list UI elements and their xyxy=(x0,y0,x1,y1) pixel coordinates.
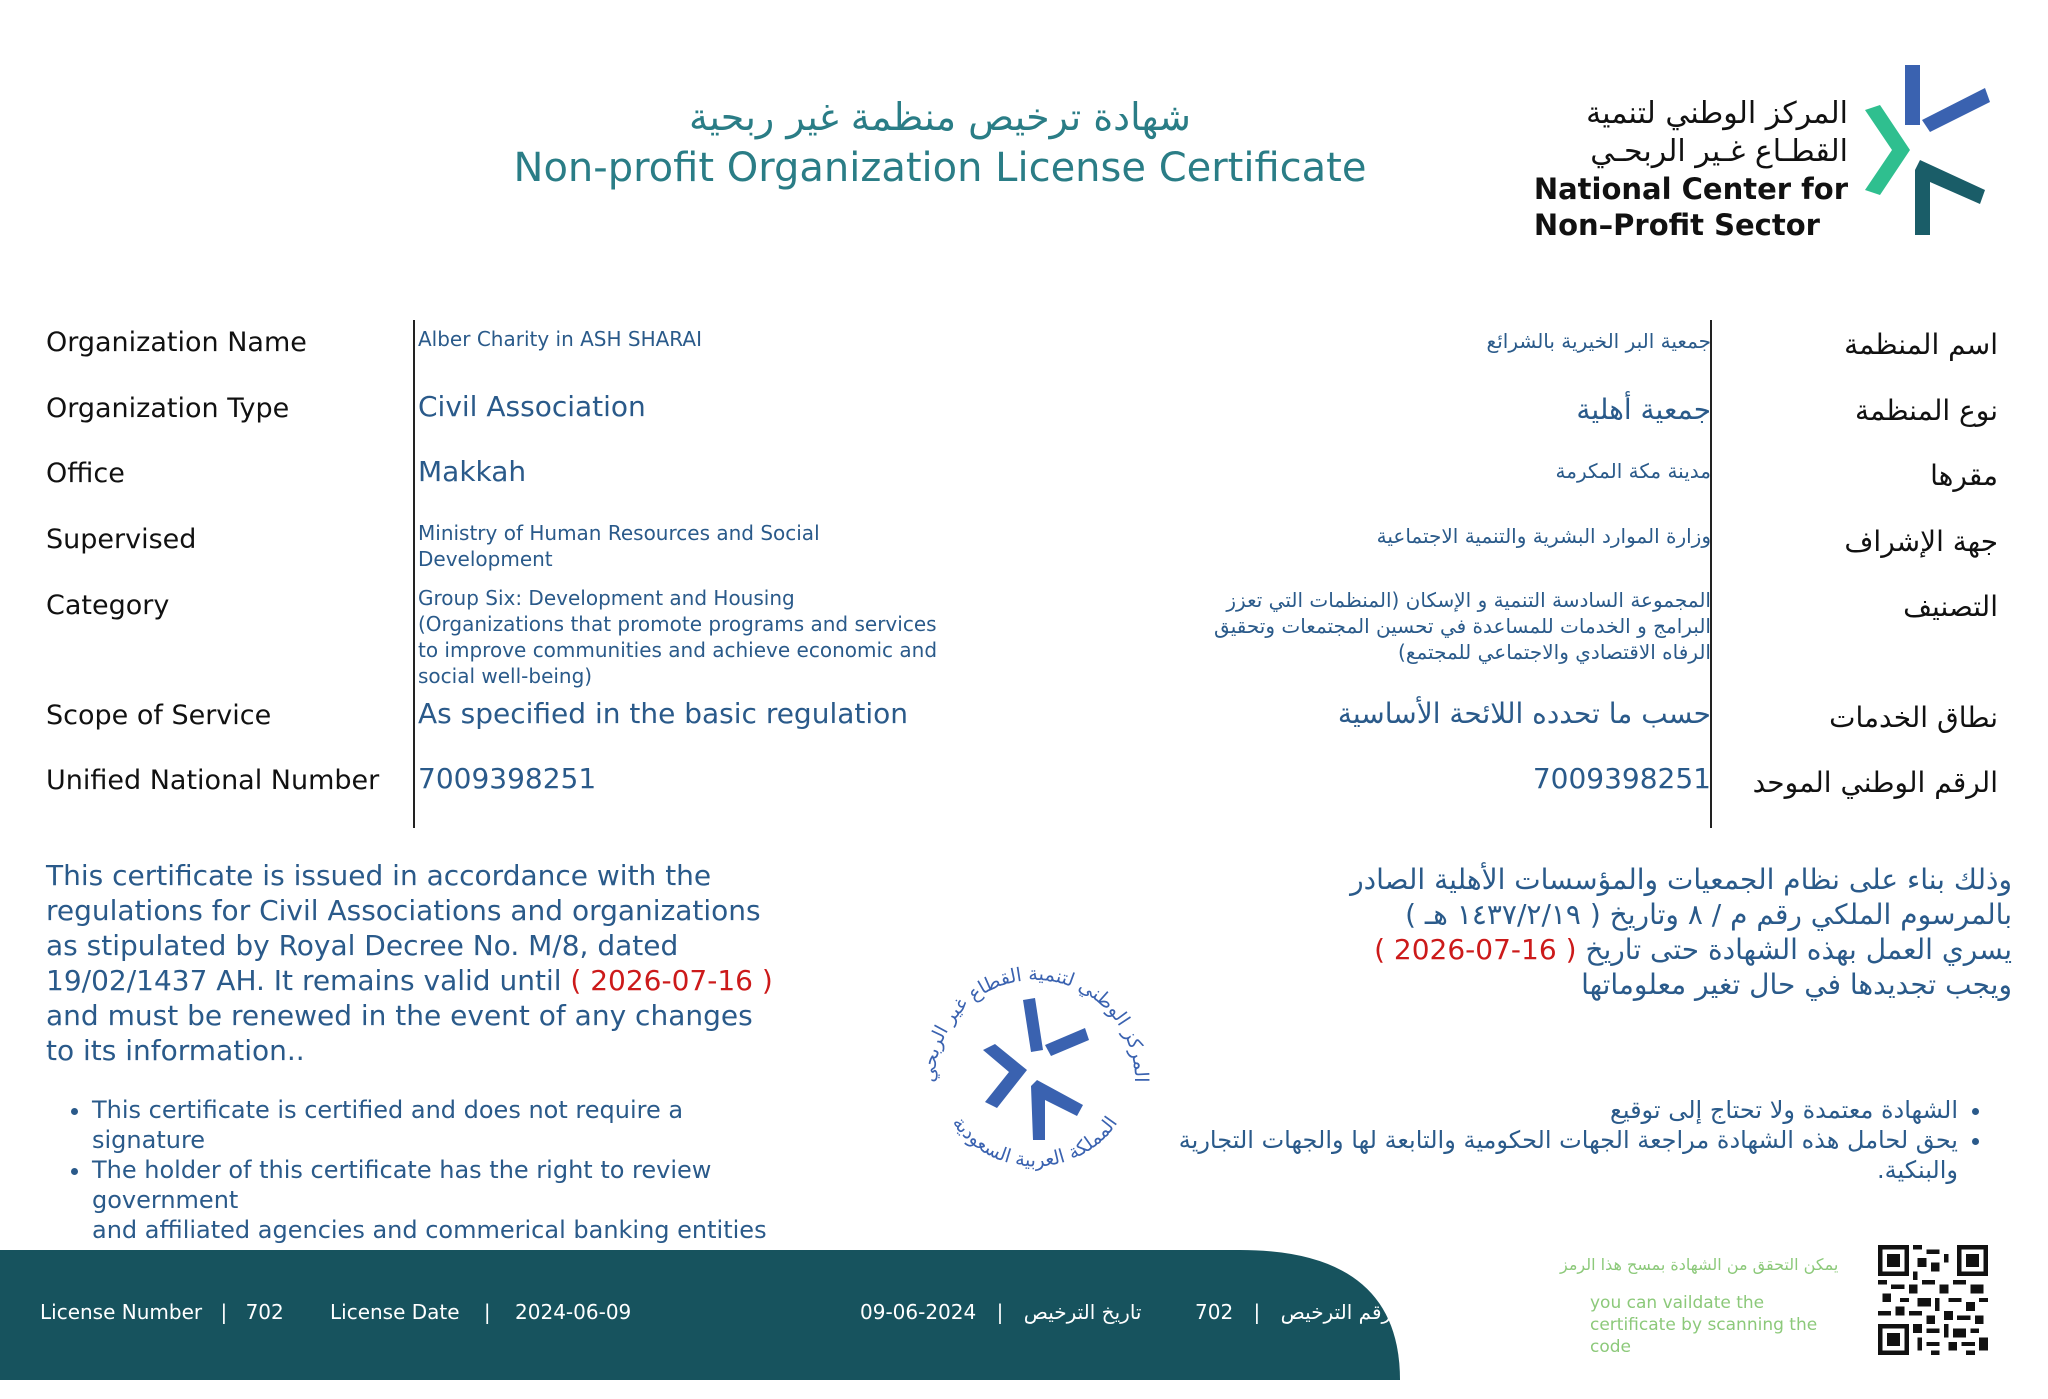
bullet-arabic-1: • الشهادة معتمدة ولا تحتاج إلى توقيع xyxy=(1168,1095,1958,1125)
footer-separator: | xyxy=(483,1300,491,1324)
bullets-english xyxy=(62,1095,782,1245)
title-arabic: شهادة ترخيص منظمة غير ربحية xyxy=(688,95,1192,139)
bullet-english-1: • This certificate is certified and does not require a signature xyxy=(92,1095,782,1155)
footer-separator: | xyxy=(996,1300,1004,1324)
statement-english-part-1: This certificate is issued in accordance with the regulations for Civil Associations and organizations as stipulated by Royal Decree No. M/8, dated 19/02/1437 AH. It remains valid until xyxy=(46,859,761,997)
statement-arabic-line-2: بالمرسوم الملكي رقم م / ٨ وتاريخ ( ١٤٣٧/٢/١٩ هـ ) xyxy=(1405,898,2012,931)
value-supervised-ar: وزارة الموارد البشرية والتنمية الاجتماعية xyxy=(1376,524,1711,548)
label-supervised: Supervised xyxy=(46,524,197,555)
footer-license-number-en xyxy=(40,1300,284,1324)
value-organization-type-ar: جمعية أهلية xyxy=(1576,393,1711,426)
value-office: Makkah xyxy=(418,455,527,488)
footer-separator: | xyxy=(220,1300,228,1324)
bullet-english-2 xyxy=(92,1155,782,1245)
label-category: Category xyxy=(46,590,170,621)
label-organization-type-ar: نوع المنظمة xyxy=(1855,394,1998,427)
value-organization-name-ar: جمعية البر الخيرية بالشرائع xyxy=(1486,329,1711,353)
bullets-arabic xyxy=(1168,1095,1988,1185)
stamp-logo-icon xyxy=(983,998,1089,1140)
value-unified-national-number: 7009398251 xyxy=(418,762,597,795)
ncnp-logo-icon xyxy=(1860,60,2000,240)
label-category-ar: التصنيف xyxy=(1903,590,1998,623)
statement-english-part-2: and must be renewed in the event of any changes to its information.. xyxy=(46,999,753,1067)
footer-license-number-value: 702 xyxy=(245,1300,284,1324)
label-scope-of-service-ar: نطاق الخدمات xyxy=(1829,701,1998,734)
footer-license-date-label-ar: تاريخ الترخيص xyxy=(1023,1300,1142,1324)
qr-code-icon[interactable] xyxy=(1878,1245,1988,1355)
statement-arabic-line-3 xyxy=(1252,932,2012,967)
verify-text-english: you can vaildate the certificate by scanning the code xyxy=(1590,1293,1818,1357)
value-unified-national-number-ar: 7009398251 xyxy=(1532,762,1711,795)
label-office: Office xyxy=(46,458,125,489)
logo-arabic-line-1: المركز الوطني لتنمية xyxy=(1586,96,1848,131)
value-scope-of-service-ar: حسب ما تحدده اللائحة الأساسية xyxy=(1337,697,1711,730)
statement-english-valid-date: ( 2026-07-16 ) xyxy=(570,964,773,997)
value-category-ar: المجموعة السادسة التنمية و الإسكان (المنظمات التي تعزز البرامج و الخدمات للمساعدة في تحسين المجتمعات وتحقيق الرفاه الاقتصادي والاجتماعي للمجتمع) xyxy=(1214,588,1711,664)
footer-license-date-value-ar: 09-06-2024 xyxy=(860,1300,977,1324)
verify-text-arabic: يمكن التحقق من الشهادة بمسح هذا الرمز xyxy=(1560,1255,1839,1274)
stamp-text-top: المركز الوطني لتنمية القطاع غير الربحي xyxy=(917,962,1153,1083)
footer-license-date-en xyxy=(330,1300,631,1324)
footer-license-date-value: 2024-06-09 xyxy=(515,1300,632,1324)
divider-left xyxy=(413,320,415,828)
footer-license-number-ar xyxy=(1195,1300,1391,1324)
label-scope-of-service: Scope of Service xyxy=(46,700,272,731)
bullet-english-2-line-2: and affiliated agencies and commerical banking entities xyxy=(92,1216,767,1244)
value-category: Group Six: Development and Housing (Organizations that promote programs and services to improve communities and achieve economic and social well-being) xyxy=(418,586,938,688)
logo-english-line-1: National Center for xyxy=(1533,172,1848,206)
stamp-text-bottom: المملكة العربية السعودية xyxy=(948,1112,1122,1172)
bullet-english-2-line-1: The holder of this certificate has the right to review government xyxy=(92,1156,712,1214)
footer-license-number-label-ar: رقم الترخيص xyxy=(1280,1300,1392,1324)
label-supervised-ar: جهة الإشراف xyxy=(1844,525,1998,558)
label-office-ar: مقرها xyxy=(1930,459,1998,492)
statement-arabic-valid-date: ( 16-07-2026 ) xyxy=(1374,933,1577,966)
footer-separator: | xyxy=(1253,1300,1261,1324)
label-organization-name-ar: اسم المنظمة xyxy=(1844,328,1998,361)
label-organization-name: Organization Name xyxy=(46,327,307,358)
label-unified-national-number: Unified National Number xyxy=(46,765,380,796)
title-english: Non-profit Organization License Certificate xyxy=(513,145,1367,191)
statement-arabic xyxy=(1252,862,2012,1002)
logo-text xyxy=(1534,95,1848,243)
value-supervised: Ministry of Human Resources and Social Development xyxy=(418,521,820,571)
logo-arabic-line-2: القطـاع غـير الربحـي xyxy=(1590,134,1848,169)
footer-license-number-value-ar: 702 xyxy=(1195,1300,1234,1324)
value-office-ar: مدينة مكة المكرمة xyxy=(1555,459,1711,483)
value-scope-of-service: As specified in the basic regulation xyxy=(418,697,909,730)
label-organization-type: Organization Type xyxy=(46,393,290,424)
logo-english-line-2: Non–Profit Sector xyxy=(1533,208,1820,242)
official-stamp xyxy=(905,940,1165,1200)
statement-arabic-line-3-text: يسري العمل بهذه الشهادة حتى تاريخ xyxy=(1576,933,2012,966)
footer-license-date-ar xyxy=(860,1300,1141,1324)
footer-license-date-label: License Date xyxy=(330,1300,460,1324)
value-organization-name: Alber Charity in ASH SHARAI xyxy=(418,327,702,351)
statement-english xyxy=(46,858,786,1068)
statement-arabic-line-4: ويجب تجديدها في حال تغير معلوماتها xyxy=(1581,968,2012,1001)
bullet-arabic-2: • يحق لحامل هذه الشهادة مراجعة الجهات الحكومية والتابعة لها والجهات التجارية والبنكية. xyxy=(1168,1125,1958,1185)
value-organization-type: Civil Association xyxy=(418,390,646,423)
footer-license-number-label: License Number xyxy=(40,1300,203,1324)
statement-arabic-line-1: وذلك بناء على نظام الجمعيات والمؤسسات الأهلية الصادر xyxy=(1350,863,2012,896)
label-unified-national-number-ar: الرقم الوطني الموحد xyxy=(1752,766,1998,799)
